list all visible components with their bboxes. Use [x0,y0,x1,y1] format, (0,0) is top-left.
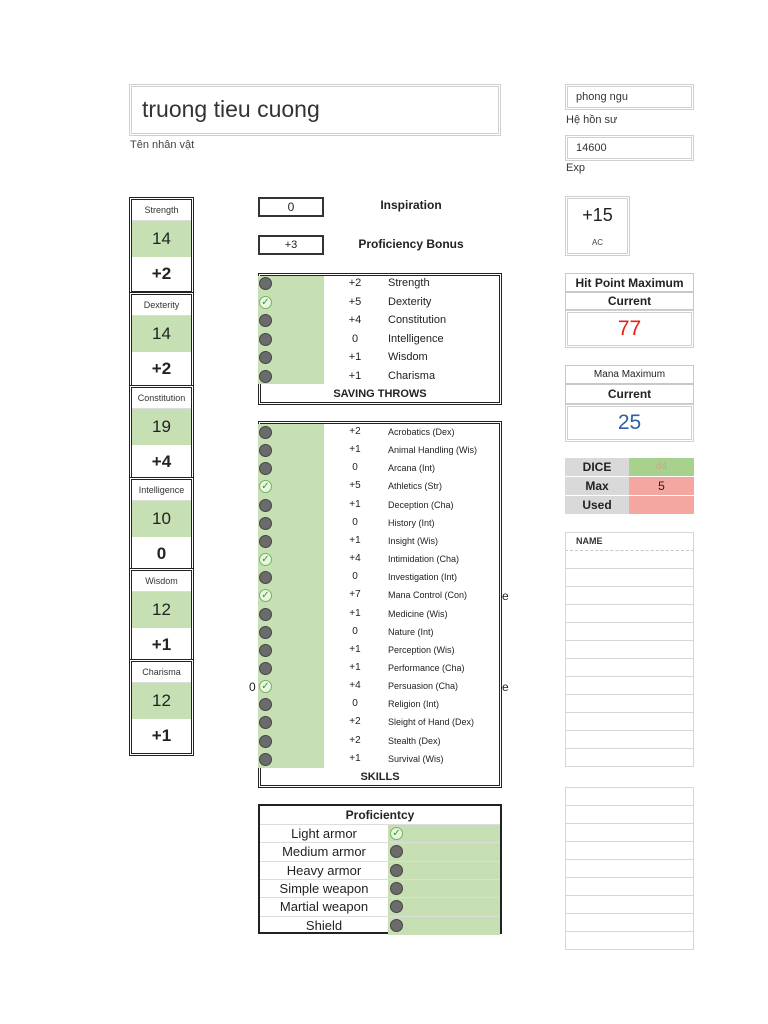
saving-throw-value: +2 [348,277,362,289]
proficiency-dot-icon[interactable] [259,314,272,327]
proficiency-dot-icon[interactable] [259,517,272,530]
saving-throw-value: +1 [348,351,362,363]
skill-name: Stealth (Dex) [388,735,441,746]
proficiency-dot-icon[interactable] [259,644,272,657]
character-name-label: Tên nhân vật [130,139,195,151]
skill-value: 0 [352,625,358,637]
skill-name: Animal Handling (Wis) [388,445,478,456]
stray-mark: e [502,589,509,603]
notes-line[interactable] [565,713,694,731]
saving-throw-name: Charisma [388,369,436,382]
stray-mark: e [502,680,509,694]
ability-name: Strength [132,200,191,221]
ability-score[interactable]: 10 [132,501,191,537]
proficiency-dot-icon[interactable] [259,608,272,621]
check-icon[interactable]: ✓ [259,296,272,309]
mana-current-label: Current [565,384,694,404]
notes-line[interactable] [565,896,694,914]
notes-line[interactable] [565,824,694,842]
proficiency-dot-icon[interactable] [259,735,272,748]
mana-current-field[interactable]: 25 [565,404,694,442]
saving-throw-name: Intelligence [388,332,444,345]
notes-line[interactable] [565,749,694,767]
check-icon[interactable]: ✓ [259,589,272,602]
check-icon[interactable]: ✓ [259,680,272,693]
proficiency-name: Heavy armor [260,862,389,880]
notes-grid-2 [565,787,694,950]
armor-class-value[interactable]: +15 [582,205,613,225]
proficiency-bonus-field[interactable]: +3 [258,235,324,255]
skill-name: Athletics (Str) [388,481,443,492]
notes-line[interactable] [565,659,694,677]
proficiency-row [260,879,500,898]
proficiency-dot-icon[interactable] [259,351,272,364]
exp-label: Exp [566,162,585,174]
mana-max-label: Mana Maximum [565,365,694,384]
class-field[interactable]: phong ngu [565,84,694,110]
hit-point-max-label: Hit Point Maximum [565,273,694,292]
skill-name: Medicine (Wis) [388,608,448,619]
skill-name: Mana Control (Con) [388,590,468,601]
proficiency-green-cell [388,880,500,898]
proficiency-dot-icon[interactable] [259,626,272,639]
notes-line[interactable] [565,914,694,932]
proficiency-dot-icon[interactable] [259,426,272,439]
skill-name: Arcana (Int) [388,463,436,474]
saving-throw-value: +5 [348,295,362,308]
proficiency-row [260,824,500,843]
ability-charisma [129,659,194,756]
ability-modifier: +1 [151,635,172,654]
saving-throw-name: Strength [388,277,430,289]
notes-line[interactable] [565,860,694,878]
proficiency-row [260,861,500,880]
skill-value: +4 [349,553,361,565]
skill-name: Survival (Wis) [388,753,444,764]
notes-line[interactable] [565,932,694,950]
notes-line[interactable] [565,842,694,860]
notes-name-header: NAME [565,533,694,551]
notes-line[interactable] [565,551,694,569]
character-name-field[interactable]: truong tieu cuong [129,84,501,136]
skill-value: +1 [349,498,361,510]
proficiency-row [260,897,500,916]
ability-modifier: +1 [151,726,172,745]
ability-score[interactable]: 12 [132,683,191,719]
proficiency-green-cell [388,917,500,935]
notes-line[interactable] [565,677,694,695]
skill-value: +2 [349,734,361,746]
saving-throw-name: Wisdom [388,351,428,363]
skill-value: +4 [349,680,361,692]
skill-value: +1 [349,752,361,764]
dice-value[interactable]: d4 [629,458,694,476]
notes-line[interactable] [565,731,694,749]
dice-max-label: Max [565,477,629,495]
ability-score[interactable]: 19 [132,409,191,445]
notes-line[interactable] [565,569,694,587]
ability-name: Constitution [132,388,191,409]
class-label: Hệ hồn sư [566,114,618,126]
skill-name: Religion (Int) [388,699,440,710]
skill-name: Nature (Int) [388,626,434,637]
inspiration-label: Inspiration [380,198,442,212]
saving-throw-name: Constitution [388,314,447,326]
proficiency-row [260,842,500,861]
skill-name: History (Int) [388,517,435,528]
skill-value: 0 [352,516,358,528]
proficiency-name: Simple weapon [260,880,389,898]
proficiency-name: Shield [260,917,389,935]
skill-name: Investigation (Int) [388,572,458,583]
ability-modifier: 0 [156,544,167,563]
saving-throws-green-column [258,276,324,384]
skill-name: Intimidation (Cha) [388,554,460,565]
proficiency-dot-icon[interactable] [390,882,403,895]
proficiency-dot-icon[interactable] [390,864,403,877]
proficiency-green-cell [388,898,500,916]
proficiency-name: Medium armor [260,843,389,861]
saving-throw-value: +1 [348,369,362,382]
exp-field[interactable]: 14600 [565,135,694,161]
notes-line[interactable] [565,806,694,824]
proficiency-dot-icon[interactable] [259,753,272,766]
saving-throw-value: 0 [351,332,359,345]
skills-title: SKILLS [360,771,400,783]
skill-name: Deception (Cha) [388,499,454,510]
proficiency-green-cell [388,862,500,880]
dice-used-value[interactable] [629,496,694,514]
skill-value: +1 [349,661,361,673]
ability-intelligence [129,477,194,574]
proficiency-table-title: Proficientcy [345,808,415,822]
skill-value: 0 [352,462,358,474]
notes-line[interactable] [565,788,694,806]
skill-value: +2 [349,716,361,728]
notes-line[interactable] [565,623,694,641]
skill-name: Acrobatics (Dex) [388,427,455,437]
proficiency-dot-icon[interactable] [259,370,272,383]
saving-throws-title: SAVING THROWS [333,388,427,400]
skill-value: +1 [349,534,361,546]
saving-throw-value: +4 [348,314,362,326]
notes-line[interactable] [565,587,694,605]
skill-value: 0 [352,698,358,710]
skill-value: +2 [349,426,361,437]
ability-modifier: +2 [151,264,172,283]
proficiency-dot-icon[interactable] [259,277,272,290]
dice-used-label: Used [565,496,629,514]
skill-name: Sleight of Hand (Dex) [388,717,475,728]
hp-current-field[interactable]: 77 [565,310,694,348]
proficiency-dot-icon[interactable] [259,662,272,675]
skill-value: +1 [349,643,361,655]
notes-line[interactable] [565,605,694,623]
proficiency-dot-icon[interactable] [259,499,272,512]
skill-name: Performance (Cha) [388,662,465,673]
skill-value: +1 [349,444,361,456]
ability-name: Dexterity [132,295,191,316]
notes-line[interactable] [565,695,694,713]
proficiency-name: Martial weapon [260,898,389,916]
ability-name: Intelligence [132,480,191,501]
ability-score[interactable]: 14 [132,221,191,257]
ability-wisdom [129,568,194,665]
skill-name: Persuasion (Cha) [388,681,459,692]
ability-score[interactable]: 14 [132,316,191,352]
saving-throw-name: Dexterity [388,295,432,308]
dice-max-value[interactable]: 5 [629,477,694,495]
proficiency-dot-icon[interactable] [259,333,272,346]
proficiency-green-cell [388,825,500,843]
armor-class-box [565,196,630,256]
skill-value: +7 [349,589,361,601]
skill-name: Insight (Wis) [388,535,439,546]
dice-label: DICE [565,458,629,476]
check-icon[interactable]: ✓ [259,553,272,566]
notes-line[interactable] [565,878,694,896]
proficiency-dot-icon[interactable] [259,535,272,548]
ability-name: Charisma [132,662,191,683]
proficiency-green-cell [388,843,500,861]
proficiency-row [260,916,500,935]
proficiency-name: Light armor [260,825,389,843]
armor-class-label: AC [591,238,604,247]
stray-mark: 0 [249,680,256,694]
hp-current-label: Current [565,292,694,310]
inspiration-field[interactable]: 0 [258,197,324,217]
skill-name: Perception (Wis) [388,644,455,655]
notes-line[interactable] [565,641,694,659]
ability-score[interactable]: 12 [132,592,191,628]
notes-grid [565,532,694,767]
ability-strength [129,197,194,294]
dice-table [565,458,694,515]
proficiency-dot-icon[interactable] [390,919,403,932]
ability-modifier: +4 [151,452,172,471]
ability-dexterity [129,292,194,389]
ability-name: Wisdom [132,571,191,592]
ability-constitution [129,385,194,482]
skill-value: +5 [349,480,361,492]
proficiency-bonus-label: Proficiency Bonus [358,237,464,251]
check-icon[interactable]: ✓ [390,827,403,840]
skill-value: 0 [352,571,358,583]
check-icon[interactable]: ✓ [259,480,272,493]
proficiency-table [258,804,502,934]
ability-modifier: +2 [151,359,172,378]
skill-value: +1 [349,607,361,619]
